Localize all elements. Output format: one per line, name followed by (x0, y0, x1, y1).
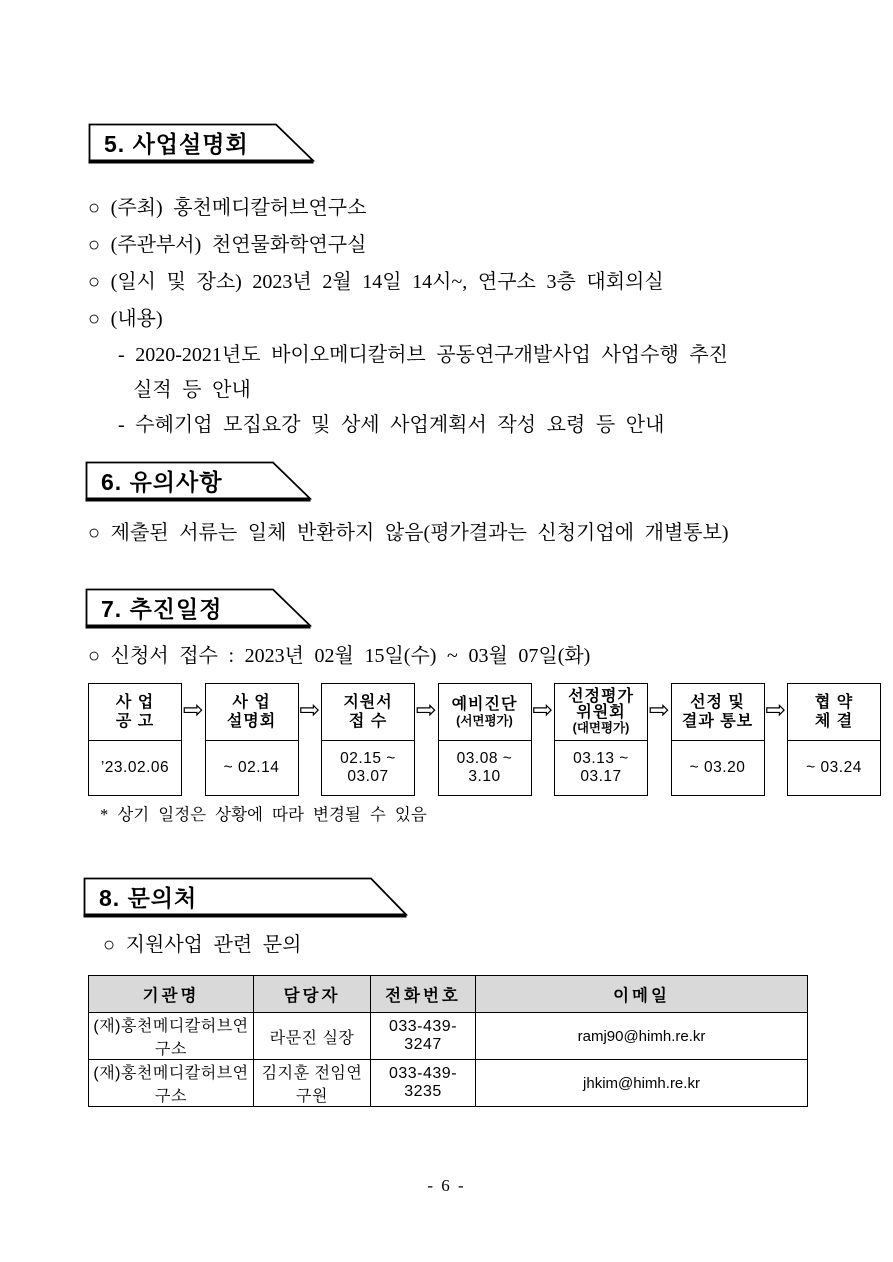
sub-bullet-continuation: 실적 등 안내 (133, 379, 251, 401)
sub-bullet-line: - 2020-2021년도 바이오메디칼허브 공동연구개발사업 사업수행 추진 (118, 344, 728, 366)
flow-arrow-icon: ⇨ (415, 695, 437, 724)
flow-step-date (89, 741, 181, 795)
section8-title: 8. 문의처 (99, 884, 198, 911)
bullet-line: ○ (일시 및 장소) 2023년 2월 14일 14시~, 연구소 3층 대회의실 (88, 271, 664, 293)
flow-step-date (672, 741, 764, 795)
flow-step-date (555, 741, 647, 795)
flow-date-line: 3.10 (468, 768, 501, 785)
flow-date-line: ~ 03.24 (806, 759, 862, 776)
header-phone: 전화번호 (371, 976, 476, 1013)
flow-step-title: 결과 통보 (681, 713, 754, 730)
flow-step-title: 체 결 (814, 713, 854, 730)
flow-step-title: 공 고 (115, 713, 155, 730)
section7-title: 7. 추진일정 (101, 595, 223, 622)
schedule-note: * 상기 일정은 상황에 따라 변경될 수 있음 (100, 805, 427, 824)
section6-content (88, 515, 729, 552)
section7-content (88, 638, 590, 675)
flow-date-line: 03.08 ~ (456, 750, 513, 767)
flow-arrow-icon: ⇨ (648, 695, 670, 724)
flow-step-title: 접 수 (348, 713, 388, 730)
flow-step-date (788, 741, 880, 795)
flow-arrow-icon: ⇨ (765, 695, 787, 724)
cell-phone: 033-439-3247 (371, 1013, 476, 1060)
flow-step-title: 지원서 (343, 694, 393, 711)
cell-contact-person: 라문진 실장 (254, 1013, 371, 1060)
flow-step-header (439, 684, 531, 741)
flow-step-header (206, 684, 298, 741)
flow-date-line: 03.17 (580, 768, 622, 785)
cell-institution: (재)홍천메디칼허브연구소 (89, 1060, 254, 1107)
schedule-flow (88, 683, 881, 796)
flow-step-header (788, 684, 880, 741)
bullet-line: ○ (주관부서) 천연물화학연구실 (88, 234, 367, 256)
header-contact-person: 담당자 (254, 976, 371, 1013)
flow-date-line: ~ 02.14 (223, 759, 280, 776)
flow-step-application (321, 683, 415, 796)
flow-step-title: 선정 및 (690, 694, 745, 711)
section5-title: 5. 사업설명회 (104, 130, 249, 157)
cell-institution: (재)홍천메디칼허브연구소 (89, 1013, 254, 1060)
flow-step-header (89, 684, 181, 741)
flow-step-title: 사 업 (232, 694, 271, 711)
cell-phone: 033-439-3235 (371, 1060, 476, 1107)
flow-date-line: ’23.02.06 (100, 759, 170, 776)
flow-step-date (322, 741, 414, 795)
flow-step-briefing (205, 683, 299, 796)
section8-banner (83, 877, 408, 919)
flow-step-header (672, 684, 764, 741)
contact-table (88, 975, 808, 1107)
cell-email: ramj90@himh.re.kr (476, 1013, 808, 1060)
flow-step-title: 협 약 (814, 694, 854, 711)
cell-email: jhkim@himh.re.kr (476, 1060, 808, 1107)
flow-step-header (555, 684, 647, 741)
sub-bullet-line: - 수혜기업 모집요강 및 상세 사업계획서 작성 요령 등 안내 (118, 414, 665, 436)
flow-date-line: 02.15 ~ (340, 750, 396, 767)
bullet-line: ○ (내용) (88, 308, 163, 330)
flow-arrow-icon: ⇨ (299, 695, 321, 724)
flow-step-header (322, 684, 414, 741)
header-institution: 기관명 (89, 976, 254, 1013)
table-header-row (89, 976, 808, 1013)
table-row (89, 1013, 808, 1060)
flow-arrow-icon: ⇨ (182, 695, 204, 724)
section5-content (88, 190, 728, 443)
header-email: 이메일 (476, 976, 808, 1013)
bullet-line: ○ (주최) 홍천메디칼허브연구소 (88, 197, 367, 219)
section7-banner (85, 588, 312, 630)
bullet-line: ○ 신청서 접수 : 2023년 02월 15일(수) ~ 03월 07일(화) (88, 645, 591, 667)
section5-banner (88, 123, 315, 165)
bullet-line: ○ 제출된 서류는 일체 반환하지 않음(평가결과는 신청기업에 개별통보) (88, 522, 729, 544)
section6-banner (85, 461, 312, 503)
flow-date-line: 03.07 (347, 768, 389, 785)
flow-date-line: 03.13 ~ (573, 750, 629, 767)
flow-step-date (206, 741, 298, 795)
table-row (89, 1060, 808, 1107)
flow-step-subtitle: (대면평가) (572, 721, 630, 735)
flow-step-title: 설명회 (226, 713, 277, 730)
page-number: - 6 - (427, 1176, 466, 1195)
flow-step-title: 선정평가 (568, 688, 634, 705)
flow-step-prescreening (438, 683, 532, 796)
flow-arrow-icon: ⇨ (532, 695, 554, 724)
flow-step-agreement (787, 683, 881, 796)
flow-date-line: ~ 03.20 (689, 759, 746, 776)
flow-step-date (439, 741, 531, 795)
flow-step-selection-committee (554, 683, 648, 796)
flow-step-title: 예비진단 (451, 696, 518, 713)
flow-step-title: 위원회 (576, 704, 626, 721)
section6-title: 6. 유의사항 (101, 468, 223, 495)
flow-step-title: 사 업 (115, 694, 155, 711)
bullet-line: ○ 지원사업 관련 문의 (103, 934, 302, 956)
flow-step-subtitle: (서면평가) (456, 714, 513, 728)
cell-contact-person: 김지훈 전임연구원 (254, 1060, 371, 1107)
flow-step-result-notice (671, 683, 765, 796)
section8-content (103, 927, 301, 964)
flow-step-announcement (88, 683, 182, 796)
